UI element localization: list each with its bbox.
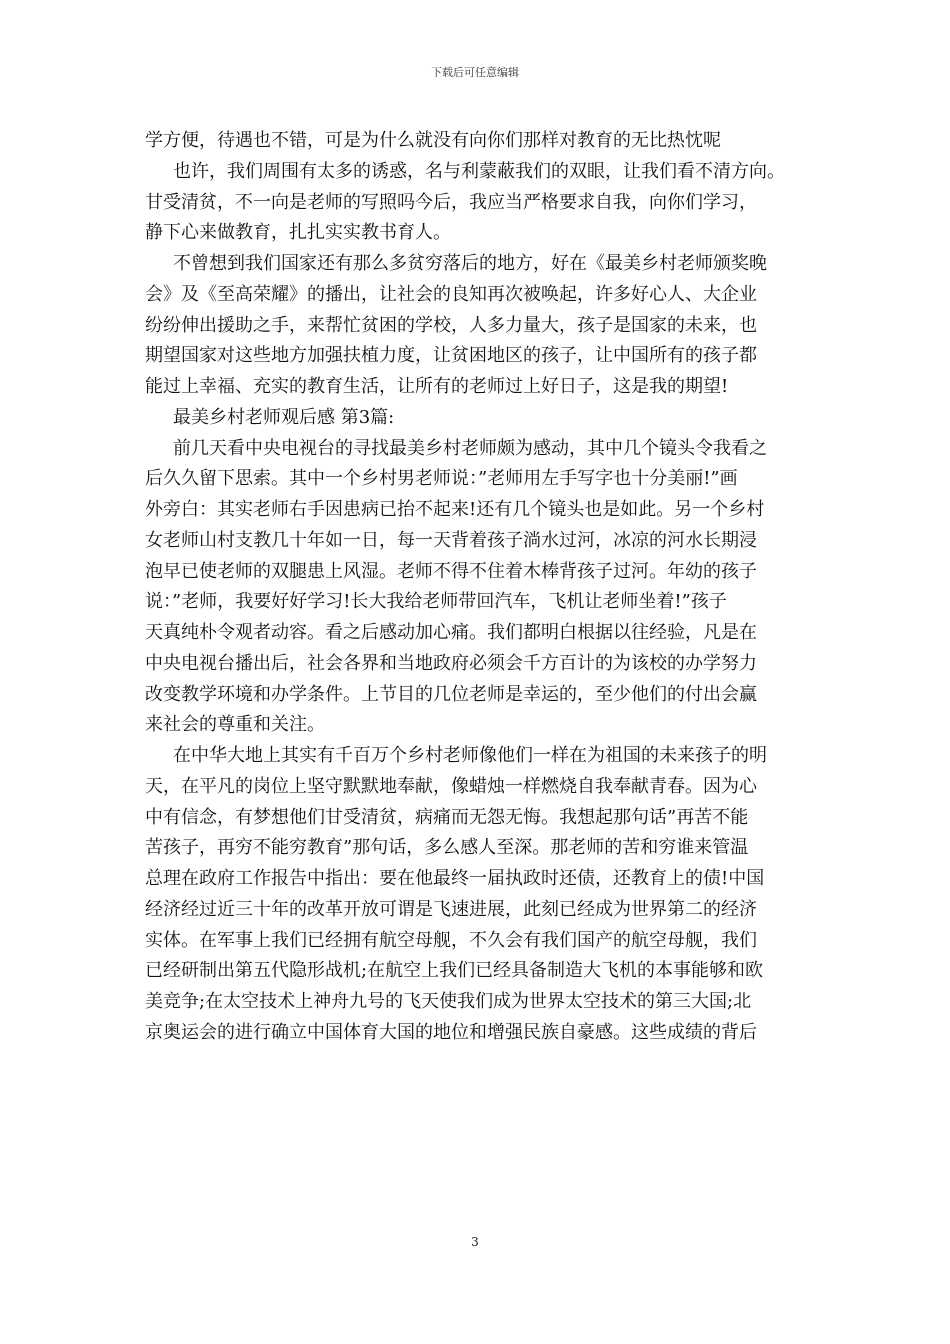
text-line: 中央电视台播出后，社会各界和当地政府必须会千方百计的为该校的办学努力 bbox=[145, 652, 757, 674]
text-line: 京奥运会的进行确立中国体育大国的地位和增强民族自豪感。这些成绩的背后 bbox=[145, 1021, 757, 1043]
text-line: 改变教学环境和办学条件。上节目的几位老师是幸运的，至少他们的付出会赢 bbox=[145, 683, 757, 705]
text-line: 甘受清贫，不一向是老师的写照吗今后，我应当严格要求自我，向你们学习， bbox=[145, 191, 757, 213]
text-line: 外旁白：其实老师右手因患病已抬不起来!还有几个镜头也是如此。另一个乡村 bbox=[145, 499, 765, 520]
document-body bbox=[145, 126, 820, 1049]
paragraph-start-line: 前几天看中央电视台的寻找最美乡村老师颇为感动，其中几个镜头令我看之 bbox=[173, 437, 767, 459]
text-line: 静下心来做教育，扎扎实实教书育人。 bbox=[145, 222, 451, 244]
text-line: 泡早已使老师的双腿患上风湿。老师不得不住着木棒背孩子过河。年幼的孩子 bbox=[145, 560, 757, 582]
text-line: 学方便，待遇也不错，可是为什么就没有向你们那样对教育的无比热忱呢 bbox=[145, 130, 721, 151]
page-header: 下载后可任意编辑 bbox=[431, 66, 519, 79]
text-line: 天真纯朴令观者动容。看之后感动加心痛。我们都明白根据以往经验，凡是在 bbox=[145, 622, 757, 643]
text-line: 女老师山村支教几十年如一日，每一天背着孩子淌水过河，冰凉的河水长期浸 bbox=[145, 529, 757, 551]
text-line: 天，在平凡的岗位上坚守默默地奉献，像蜡烛一样燃烧自我奉献青春。因为心 bbox=[145, 775, 757, 797]
text-line: 美竞争;在太空技术上神舟九号的飞天使我们成为世界太空技术的第三大国;北 bbox=[145, 991, 752, 1012]
text-line: 苦孩子，再穷不能穷教育”那句话，多么感人至深。那老师的苦和穷谁来管温 bbox=[145, 837, 749, 859]
paragraph-start-line: 不曾想到我们国家还有那么多贫穷落后的地方，好在《最美乡村老师颁奖晚 bbox=[173, 253, 767, 274]
text-line: 中有信念，有梦想他们甘受清贫，病痛而无怨无悔。我想起那句话”再苦不能 bbox=[145, 806, 749, 828]
text-line: 已经研制出第五代隐形战机;在航空上我们已经具备制造大飞机的本事能够和欧 bbox=[145, 960, 764, 982]
paragraph-start-line: 在中华大地上其实有千百万个乡村老师像他们一样在为祖国的未来孩子的明 bbox=[173, 745, 767, 766]
page-number: 3 bbox=[471, 1235, 479, 1249]
text-line: 来社会的尊重和关注。 bbox=[145, 714, 325, 736]
section-heading: 最美乡村老师观后感 第3篇: bbox=[173, 406, 395, 428]
text-line: 经济经过近三十年的改革开放可谓是飞速进展，此刻已经成为世界第二的经济 bbox=[145, 898, 757, 920]
text-line: 纷纷伸出援助之手，来帮忙贫困的学校，人多力量大，孩子是国家的未来，也 bbox=[145, 314, 757, 336]
text-line: 实体。在军事上我们已经拥有航空母舰，不久会有我们国产的航空母舰，我们 bbox=[145, 929, 757, 951]
text-line: 会》及《至高荣耀》的播出，让社会的良知再次被唤起，许多好心人、大企业 bbox=[145, 283, 757, 305]
text-line: 期望国家对这些地方加强扶植力度，让贫困地区的孩子，让中国所有的孩子都 bbox=[145, 345, 757, 367]
text-line: 能过上幸福、充实的教育生活，让所有的老师过上好日子，这是我的期望! bbox=[145, 376, 729, 397]
text-line: 说：”老师，我要好好学习!长大我给老师带回汽车，飞机让老师坐着!”孩子 bbox=[145, 591, 727, 613]
text-line: 总理在政府工作报告中指出：要在他最终一届执政时还债，还教育上的债!中国 bbox=[145, 868, 765, 889]
paragraph-start-line: 也许，我们周围有太多的诱惑，名与利蒙蔽我们的双眼，让我们看不清方向。 bbox=[173, 160, 785, 182]
text-line: 后久久留下思索。其中一个乡村男老师说：”老师用左手写字也十分美丽!”画 bbox=[145, 468, 738, 490]
